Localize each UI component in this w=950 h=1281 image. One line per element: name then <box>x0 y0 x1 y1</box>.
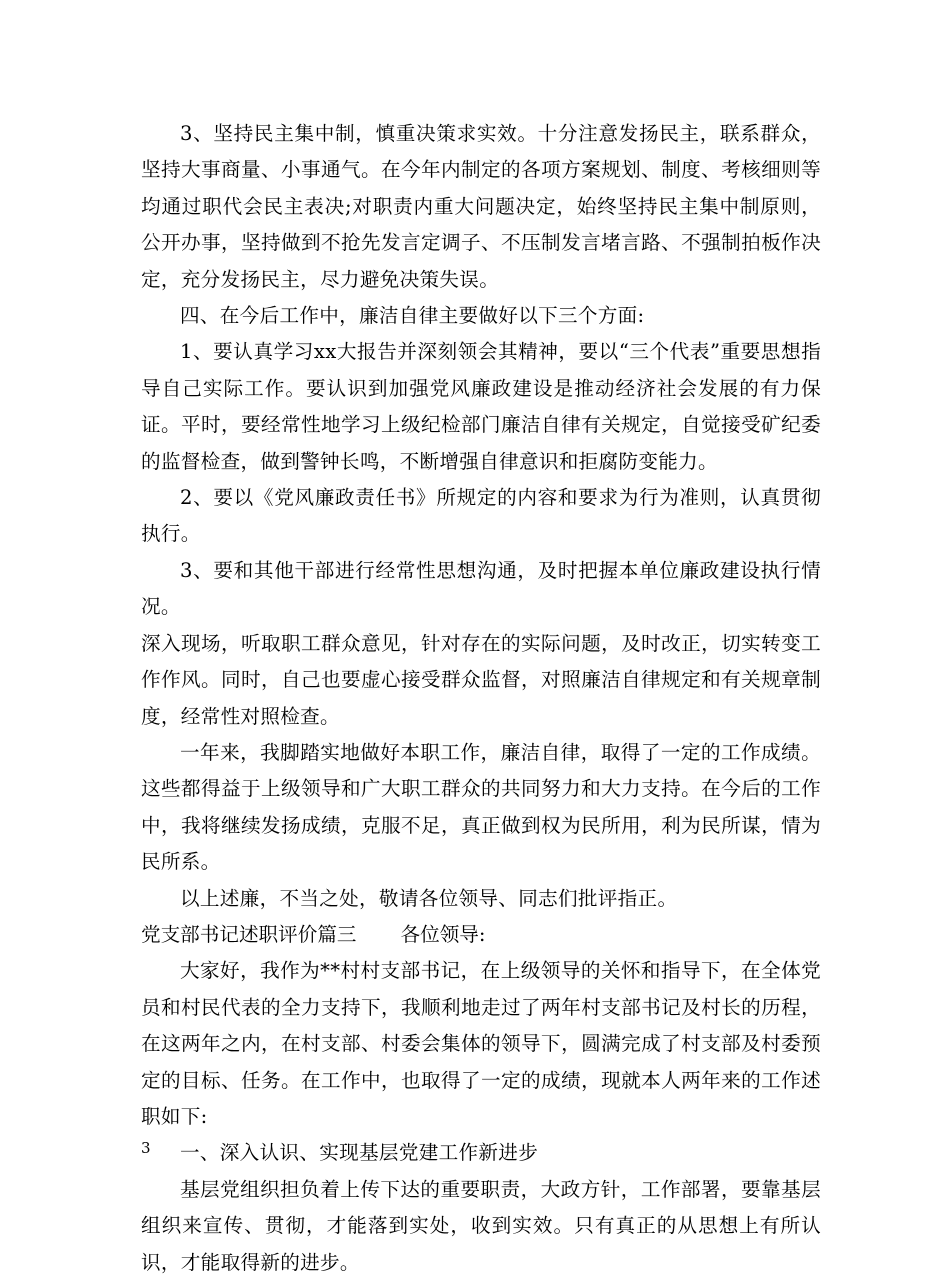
paragraph-future-work-heading: 四、在今后工作中，廉洁自律主要做好以下三个方面: <box>180 304 645 328</box>
paragraph-year-summary: 一年来，我脚踏实地做好本职工作，廉洁自律，取得了一定的工作成绩。这些都得益于上级领导和广大职工群众的共同努力和大力支持。在今后的工作中，我将继续发扬成绩，克服不足，真正做到权为民所用，利为民所谋，情为民所系。 <box>141 740 821 874</box>
page-number: 3 <box>141 1139 151 1157</box>
section-heading-line <box>141 917 821 953</box>
paragraph-communication: 3、要和其他干部进行经常性思想沟通，及时把握本单位廉政建设执行情况。 <box>141 558 821 619</box>
paragraph-closing-remark: 以上述廉，不当之处，敬请各位领导、同志们批评指正。 <box>180 886 678 910</box>
paragraph-democratic-centralism: 3、坚持民主集中制，慎重决策求实效。十分注意发扬民主，联系群众，坚持大事商量、小事通气。在今年内制定的各项方案规划、制度、考核细则等均通过职代会民主表决;对职责内重大问题决定，始终坚持民主集中制原则，公开办事，坚持做到不抢先发言定调子、不压制发言堵言路、不强制拍板作决定，充分发扬民主，尽力避免决策失误。 <box>141 122 821 291</box>
document-body <box>141 116 821 1281</box>
paragraph-on-site-work: 深入现场，听取职工群众意见，针对存在的实际问题，及时改正，切实转变工作作风。同时，自己也要虚心接受群众监督，对照廉洁自律规定和有关规章制度，经常性对照检查。 <box>141 631 821 728</box>
paragraph-grassroots-organization: 基层党组织担负着上传下达的重要职责，大政方针，工作部署，要靠基层组织来宣传、贯彻，才能落到实处，收到实效。只有真正的从思想上有所认识，才能取得新的进步。 <box>141 1177 821 1274</box>
paragraph-self-introduction: 大家好，我作为**村村支部书记，在上级领导的关怀和指导下，在全体党员和村民代表的全力支持下，我顺利地走过了两年村支部书记及村长的历程，在这两年之内，在村支部、村委会集体的领导下，圆满完成了村支部及村委预定的目标、任务。在工作中，也取得了一定的成绩，现就本人两年来的工作述职如下: <box>141 959 821 1128</box>
paragraph-study-report: 1、要认真学习xx大报告并深刻领会其精神，要以“三个代表”重要思想指导自己实际工作。要认识到加强党风廉政建设是推动经济社会发展的有力保证。平时，要经常性地学习上级纪检部门廉洁自律有关规定，自觉接受矿纪委的监督检查，做到警钟长鸣，不断增强自律意识和拒腐防变能力。 <box>141 340 821 473</box>
salutation: 各位领导: <box>400 922 486 946</box>
paragraph-responsibility-letter: 2、要以《党风廉政责任书》所规定的内容和要求为行为准则，认真贯彻执行。 <box>141 486 821 546</box>
section-title: 党支部书记述职评价篇三 <box>141 922 357 946</box>
paragraph-party-building-heading: 一、深入认识、实现基层党建工作新进步 <box>180 1141 539 1165</box>
